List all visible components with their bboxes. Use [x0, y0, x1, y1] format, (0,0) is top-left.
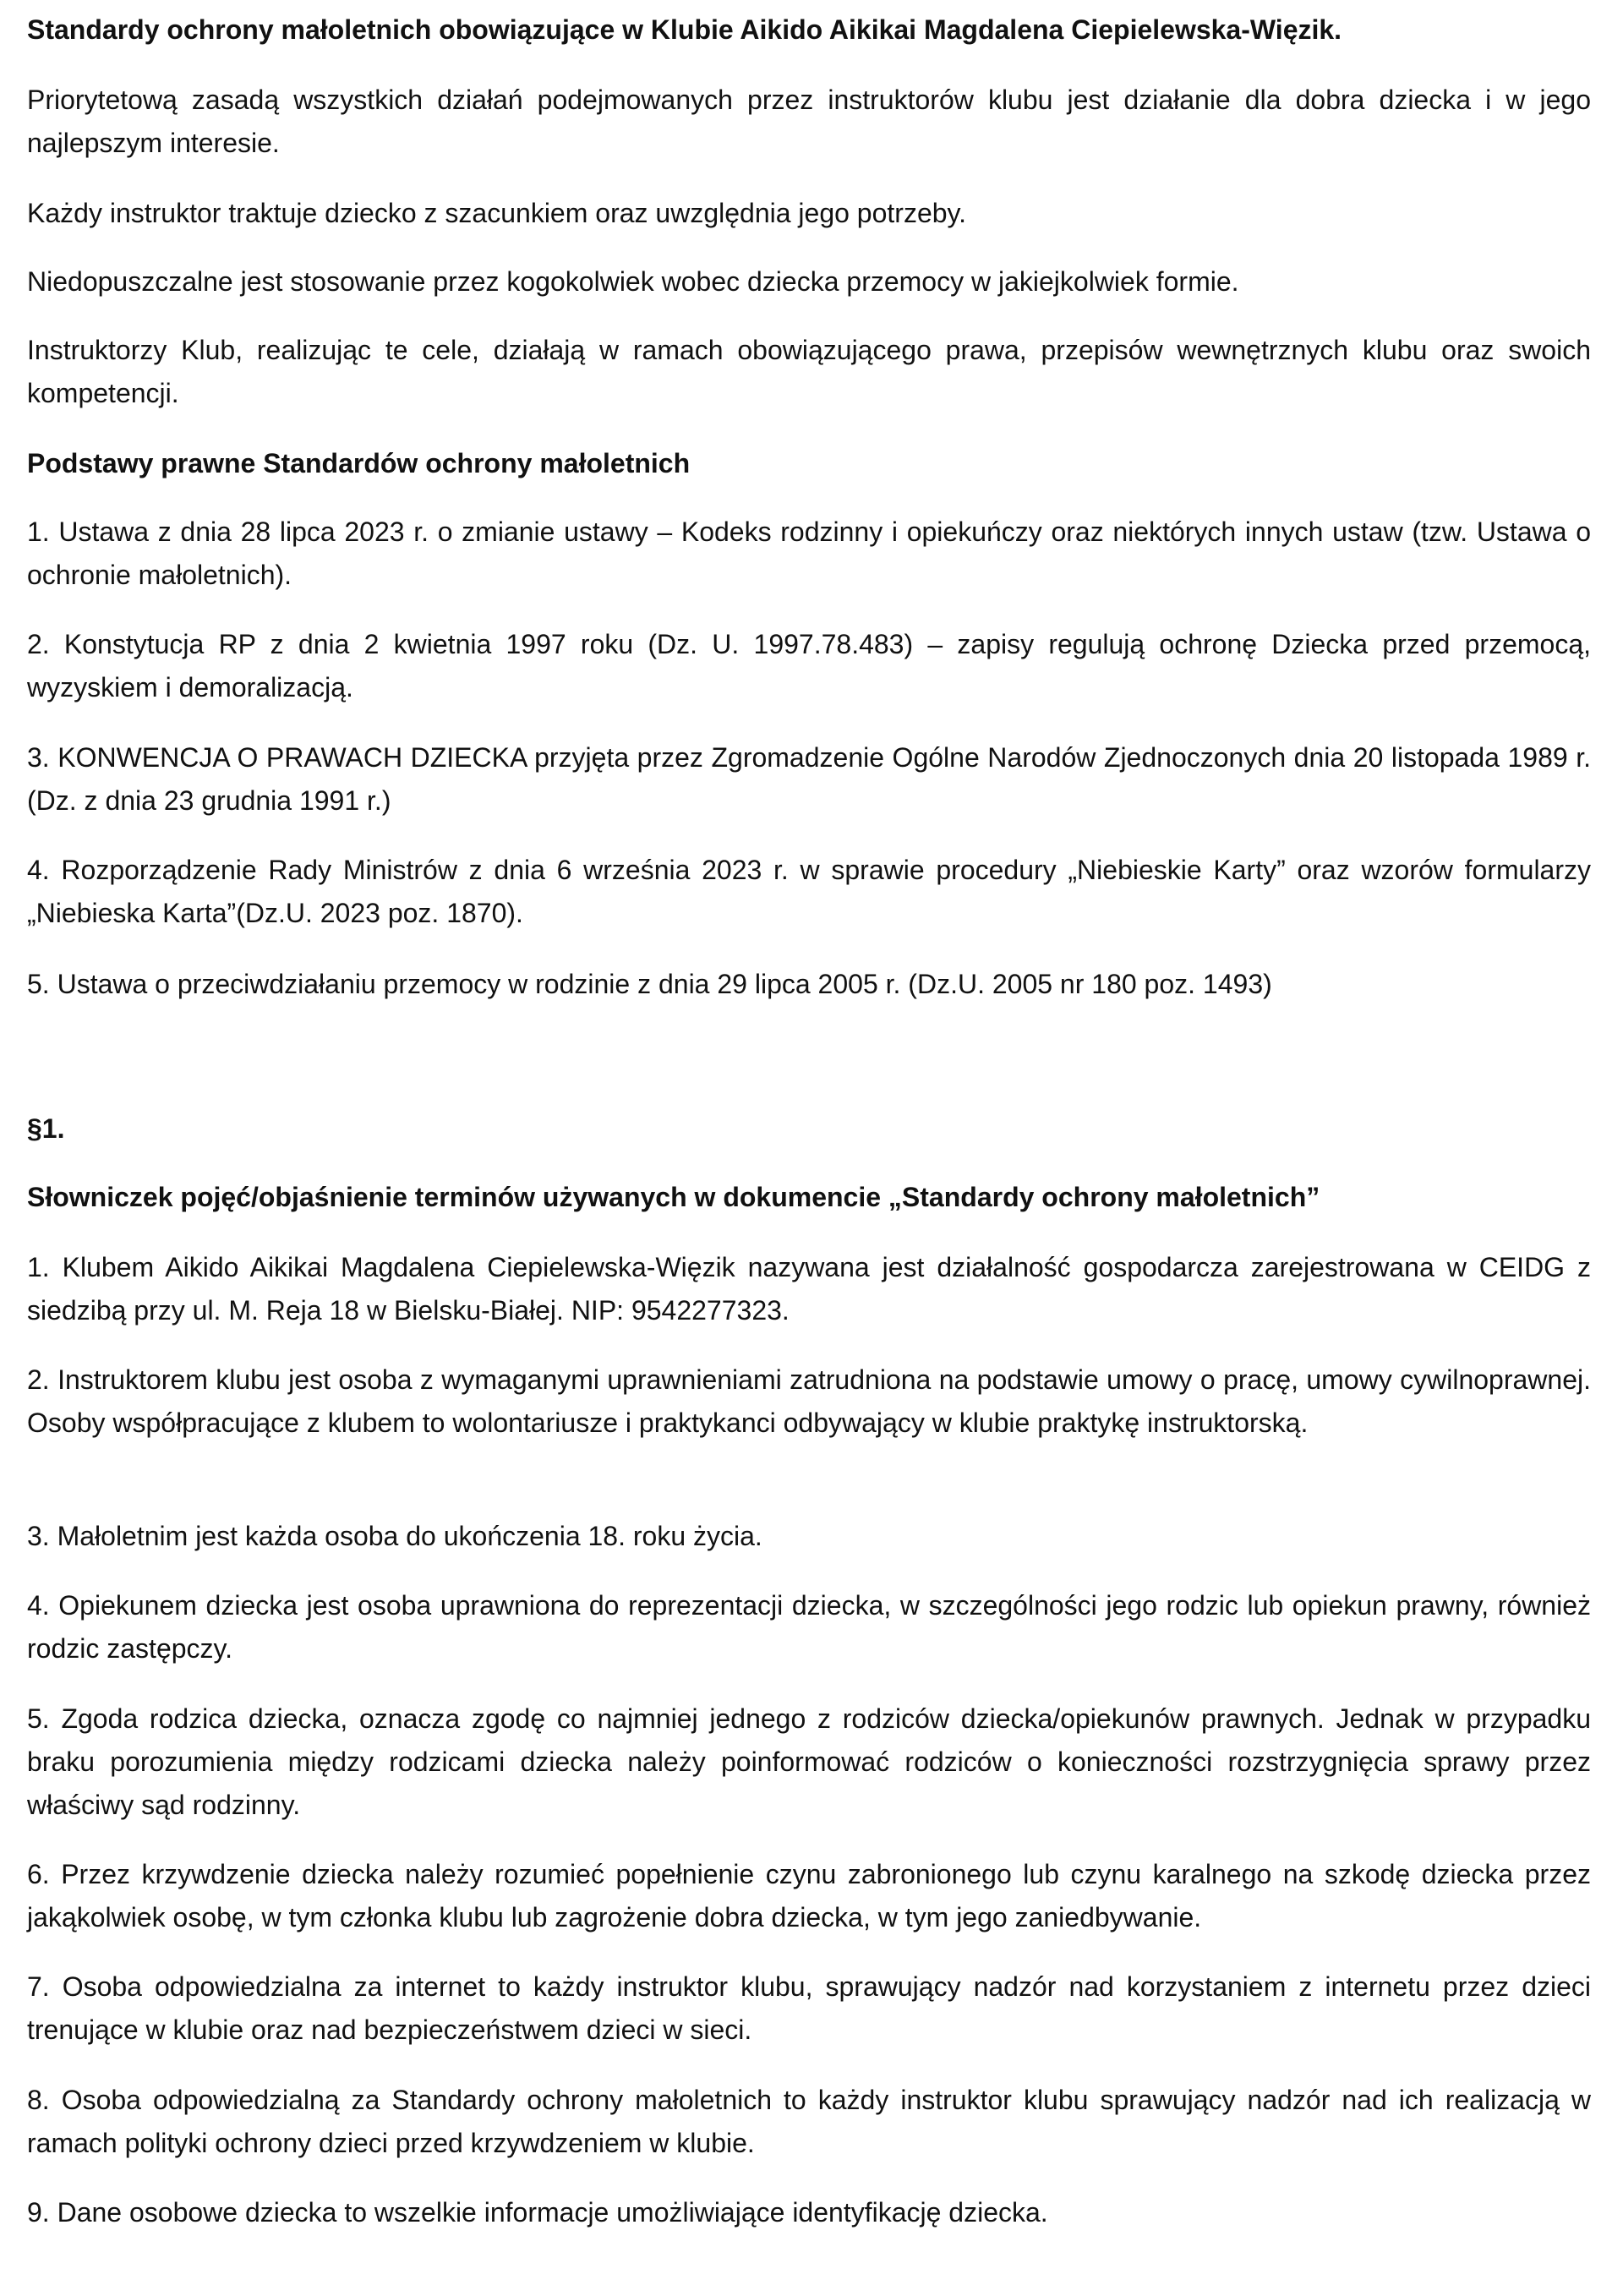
definition-item: 6. Przez krzywdzenie dziecka należy rozumieć popełnienie czynu zabronionego lub czynu karalnego na szkodę dziecka przez jakąkolwiek osobę, w tym członka klubu lub zagrożenie dobra dziecka, w tym jego zaniedbywanie.	[27, 1859, 1591, 1932]
document-title: Standardy ochrony małoletnich obowiązujące w Klubie Aikido Aikikai Magdalena Ciepielewska-Więzik.	[27, 14, 1342, 45]
intro-paragraph: Priorytetową zasadą wszystkich działań podejmowanych przez instruktorów klubu jest działanie dla dobra dziecka i w jego najlepszym interesie.	[27, 85, 1591, 158]
definition-item: 4. Opiekunem dziecka jest osoba uprawniona do reprezentacji dziecka, w szczególności jego rodzic lub opiekun prawny, również rodzic zastępczy.	[27, 1590, 1591, 1664]
legal-basis-heading: Podstawy prawne Standardów ochrony małoletnich	[27, 448, 691, 478]
definition-item: 2. Instruktorem klubu jest osoba z wymaganymi uprawnieniami zatrudniona na podstawie umowy o pracę, umowy cywilnoprawnej. Osoby współpracujące z klubem to wolontariusze i praktykanci odbywający w klubie praktykę instruktorską.	[27, 1364, 1591, 1438]
definition-item: 3. Małoletnim jest każda osoba do ukończenia 18. roku życia.	[27, 1521, 762, 1551]
definition-item: 9. Dane osobowe dziecka to wszelkie informacje umożliwiające identyfikację dziecka.	[27, 2197, 1048, 2228]
intro-paragraph: Niedopuszczalne jest stosowanie przez kogokolwiek wobec dziecka przemocy w jakiejkolwiek formie.	[27, 266, 1239, 297]
intro-paragraph: Każdy instruktor traktuje dziecko z szacunkiem oraz uwzględnia jego potrzeby.	[27, 198, 967, 228]
definition-item: 7. Osoba odpowiedzialna za internet to każdy instruktor klubu, sprawujący nadzór nad korzystaniem z internetu przez dzieci trenujące w klubie oraz nad bezpieczeństwem dzieci w sieci.	[27, 1971, 1591, 2045]
legal-basis-item: 5. Ustawa o przeciwdziałaniu przemocy w rodzinie z dnia 29 lipca 2005 r. (Dz.U. 2005 nr 180 poz. 1493)	[27, 969, 1272, 999]
definition-item: 1. Klubem Aikido Aikikai Magdalena Ciepielewska-Więzik nazywana jest działalność gospodarcza zarejestrowana w CEIDG z siedzibą przy ul. M. Reja 18 w Bielsku-Białej. NIP: 9542277323.	[27, 1252, 1591, 1326]
glossary-heading: Słowniczek pojęć/objaśnienie terminów używanych w dokumencie „Standardy ochrony małoletnich”	[27, 1182, 1320, 1212]
section-number: §1.	[27, 1113, 65, 1144]
legal-basis-item: 4. Rozporządzenie Rady Ministrów z dnia 6 września 2023 r. w sprawie procedury „Niebieskie Karty” oraz wzorów formularzy „Niebieska Karta”(Dz.U. 2023 poz. 1870).	[27, 855, 1591, 928]
intro-paragraph: Instruktorzy Klub, realizując te cele, działają w ramach obowiązującego prawa, przepisów wewnętrznych klubu oraz swoich kompetencji.	[27, 335, 1591, 408]
definition-item: 5. Zgoda rodzica dziecka, oznacza zgodę co najmniej jednego z rodziców dziecka/opiekunów prawnych. Jednak w przypadku braku porozumienia między rodzicami dziecka należy poinformować rodziców o konieczności rozstrzygnięcia sprawy przez właściwy sąd rodzinny.	[27, 1703, 1591, 1820]
legal-basis-item: 2. Konstytucja RP z dnia 2 kwietnia 1997 roku (Dz. U. 1997.78.483) – zapisy regulują ochronę Dziecka przed przemocą, wyzyskiem i demoralizacją.	[27, 629, 1591, 702]
legal-basis-item: 3. KONWENCJA O PRAWACH DZIECKA przyjęta przez Zgromadzenie Ogólne Narodów Zjednoczonych dnia 20 listopada 1989 r. (Dz. z dnia 23 grudnia 1991 r.)	[27, 742, 1591, 816]
legal-basis-item: 1. Ustawa z dnia 28 lipca 2023 r. o zmianie ustawy – Kodeks rodzinny i opiekuńczy oraz niektórych innych ustaw (tzw. Ustawa o ochronie małoletnich).	[27, 517, 1591, 590]
definition-item: 8. Osoba odpowiedzialną za Standardy ochrony małoletnich to każdy instruktor klubu sprawujący nadzór nad ich realizacją w ramach polityki ochrony dzieci przed krzywdzeniem w klubie.	[27, 2085, 1591, 2158]
